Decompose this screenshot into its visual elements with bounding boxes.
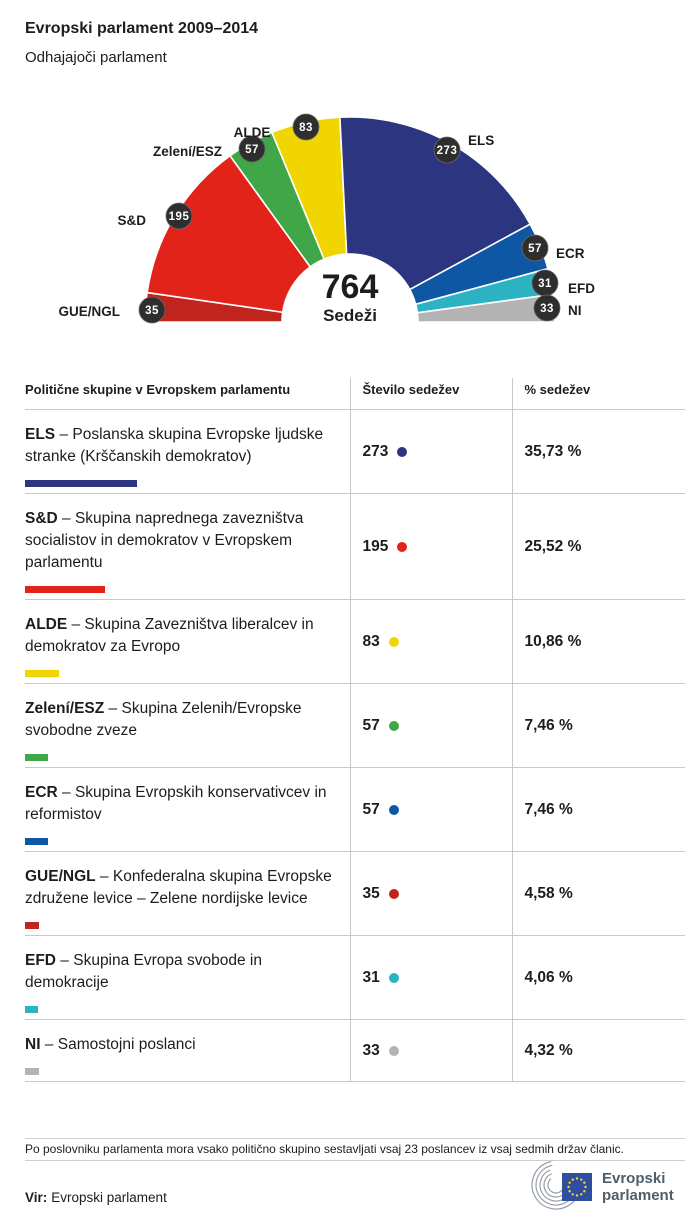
european-parliament-logo xyxy=(526,1158,686,1215)
group-seats-cell xyxy=(350,768,512,852)
group-seats-cell xyxy=(350,852,512,936)
flag-star xyxy=(584,1186,586,1188)
flag-star xyxy=(567,1186,569,1188)
group-desc: – Samostojni poslanci xyxy=(40,1036,196,1053)
seats-value: 31 xyxy=(362,968,380,986)
group-name-cell xyxy=(25,410,350,494)
segment-label-ni: NI xyxy=(568,303,582,318)
group-pct-cell: 4,58 % xyxy=(512,852,685,936)
group-name-cell xyxy=(25,684,350,768)
group-abbr: ELS xyxy=(25,426,56,443)
table-row-ecr xyxy=(25,768,685,852)
badge-value-efd: 31 xyxy=(538,278,552,290)
group-seats-cell xyxy=(350,1020,512,1082)
flag-star xyxy=(580,1178,582,1180)
badge-value-zelen-esz: 57 xyxy=(245,144,259,156)
group-abbr: S&D xyxy=(25,510,58,527)
seats-value: 35 xyxy=(362,884,380,902)
flag-star xyxy=(572,1178,574,1180)
flag-star xyxy=(568,1190,570,1192)
seats-color-dot xyxy=(389,1046,399,1056)
group-desc: – Skupina Zavezništva liberalcev in demokratov za Evropo xyxy=(25,616,314,655)
flag-star xyxy=(576,1177,578,1179)
group-desc: – Poslanska skupina Evropske ljudske stranke (Krščanskih demokratov) xyxy=(25,426,324,465)
ep-logo-graphic xyxy=(526,1158,686,1210)
group-pct-cell: 7,46 % xyxy=(512,684,685,768)
seats-value: 57 xyxy=(362,716,380,734)
header-seats: Število sedežev xyxy=(350,378,512,410)
source-line xyxy=(25,1190,167,1205)
flag-star xyxy=(572,1193,574,1195)
group-pct-cell: 4,32 % xyxy=(512,1020,685,1082)
table-row-ni xyxy=(25,1020,685,1082)
flag-star xyxy=(583,1182,585,1184)
group-pct-cell: 25,52 % xyxy=(512,494,685,600)
segment-label-ecr: ECR xyxy=(556,246,585,261)
group-name-cell xyxy=(25,852,350,936)
seats-color-dot xyxy=(389,889,399,899)
table-row-els xyxy=(25,410,685,494)
group-color-bar xyxy=(25,838,48,845)
table-row-s-d xyxy=(25,494,685,600)
seats-color-dot xyxy=(389,973,399,983)
group-seats-cell xyxy=(350,600,512,684)
group-color-bar xyxy=(25,670,59,677)
page-subtitle: Odhajajoči parlament xyxy=(25,49,167,66)
header-pct: % sedežev xyxy=(512,378,685,410)
group-name-cell xyxy=(25,494,350,600)
seats-value: 273 xyxy=(362,442,389,460)
group-pct-cell: 10,86 % xyxy=(512,600,685,684)
seats-color-dot xyxy=(397,542,407,552)
group-color-bar xyxy=(25,1006,38,1013)
group-color-bar xyxy=(25,1068,39,1075)
segment-label-s-d: S&D xyxy=(117,213,146,228)
segment-label-alde: ALDE xyxy=(233,125,271,140)
group-desc: – Skupina naprednega zavezništva socialistov in demokratov v Evropskem parlamentu xyxy=(25,510,304,571)
group-name-cell xyxy=(25,936,350,1020)
footnote: Po poslovniku parlamenta mora vsako politično skupino sestavljati vsaj 23 poslancev iz vsaj sedmih držav članic. xyxy=(25,1138,685,1161)
group-color-bar xyxy=(25,922,39,929)
logo-text-line2: parlament xyxy=(602,1187,674,1204)
page-title: Evropski parlament 2009–2014 xyxy=(25,20,259,37)
seats-value: 33 xyxy=(362,1041,380,1059)
total-seats-label: Sedeži xyxy=(323,306,377,325)
flag-star xyxy=(580,1193,582,1195)
source-label: Vir: xyxy=(25,1190,48,1205)
group-pct-cell: 4,06 % xyxy=(512,936,685,1020)
group-seats-cell xyxy=(350,936,512,1020)
group-abbr: ECR xyxy=(25,784,58,801)
group-desc: – Skupina Evropa svobode in demokracije xyxy=(25,952,262,991)
group-abbr: GUE/NGL xyxy=(25,868,96,885)
badge-value-ni: 33 xyxy=(540,303,554,315)
header-groups: Politične skupine v Evropskem parlamentu xyxy=(25,382,291,397)
seats-color-dot xyxy=(397,447,407,457)
badge-value-alde: 83 xyxy=(299,122,313,134)
group-name-cell xyxy=(25,768,350,852)
group-desc: – Skupina Zelenih/Evropske svobodne zveze xyxy=(25,700,302,739)
eu-flag-icon xyxy=(562,1173,592,1201)
group-name-cell xyxy=(25,1020,350,1082)
seats-color-dot xyxy=(389,637,399,647)
group-color-bar xyxy=(25,754,48,761)
group-color-bar xyxy=(25,480,137,487)
source-value: Evropski parlament xyxy=(51,1190,167,1205)
badge-value-gue-ngl: 35 xyxy=(145,305,159,317)
logo-text-line1: Evropski xyxy=(602,1170,666,1187)
group-name-cell xyxy=(25,600,350,684)
header xyxy=(25,20,258,66)
flag-star xyxy=(583,1190,585,1192)
group-color-bar xyxy=(25,586,105,593)
group-seats-cell xyxy=(350,494,512,600)
seats-value: 57 xyxy=(362,800,380,818)
group-abbr: ALDE xyxy=(25,616,68,633)
segment-label-efd: EFD xyxy=(568,281,595,296)
group-pct-cell: 7,46 % xyxy=(512,768,685,852)
group-abbr: Zelení/ESZ xyxy=(25,700,105,717)
group-pct-cell: 35,73 % xyxy=(512,410,685,494)
table-row-alde xyxy=(25,600,685,684)
group-desc: – Konfederalna skupina Evropske združene levice – Zelene nordijske levice xyxy=(25,868,332,907)
segment-label-els: ELS xyxy=(468,133,495,148)
table-header-row xyxy=(25,378,685,410)
group-abbr: EFD xyxy=(25,952,56,969)
table-row-efd xyxy=(25,936,685,1020)
hemicycle-chart xyxy=(0,85,700,345)
groups-table xyxy=(25,378,685,1082)
group-desc: – Skupina Evropskih konservativcev in reformistov xyxy=(25,784,327,823)
seats-color-dot xyxy=(389,721,399,731)
flag-star xyxy=(568,1182,570,1184)
table-row-zelen-esz xyxy=(25,684,685,768)
badge-value-ecr: 57 xyxy=(528,243,542,255)
seats-value: 83 xyxy=(362,632,380,650)
badge-value-els: 273 xyxy=(436,145,458,157)
flag-star xyxy=(576,1194,578,1196)
badge-value-s-d: 195 xyxy=(168,211,190,223)
group-seats-cell xyxy=(350,410,512,494)
segment-label-zelen-esz: Zelení/ESZ xyxy=(152,144,222,159)
table-row-gue-ngl xyxy=(25,852,685,936)
total-seats-value: 764 xyxy=(321,268,379,306)
groups-table-wrap xyxy=(25,378,685,1082)
group-seats-cell xyxy=(350,684,512,768)
seats-value: 195 xyxy=(362,537,389,555)
seats-color-dot xyxy=(389,805,399,815)
segment-label-gue-ngl: GUE/NGL xyxy=(58,304,120,319)
group-abbr: NI xyxy=(25,1036,41,1053)
